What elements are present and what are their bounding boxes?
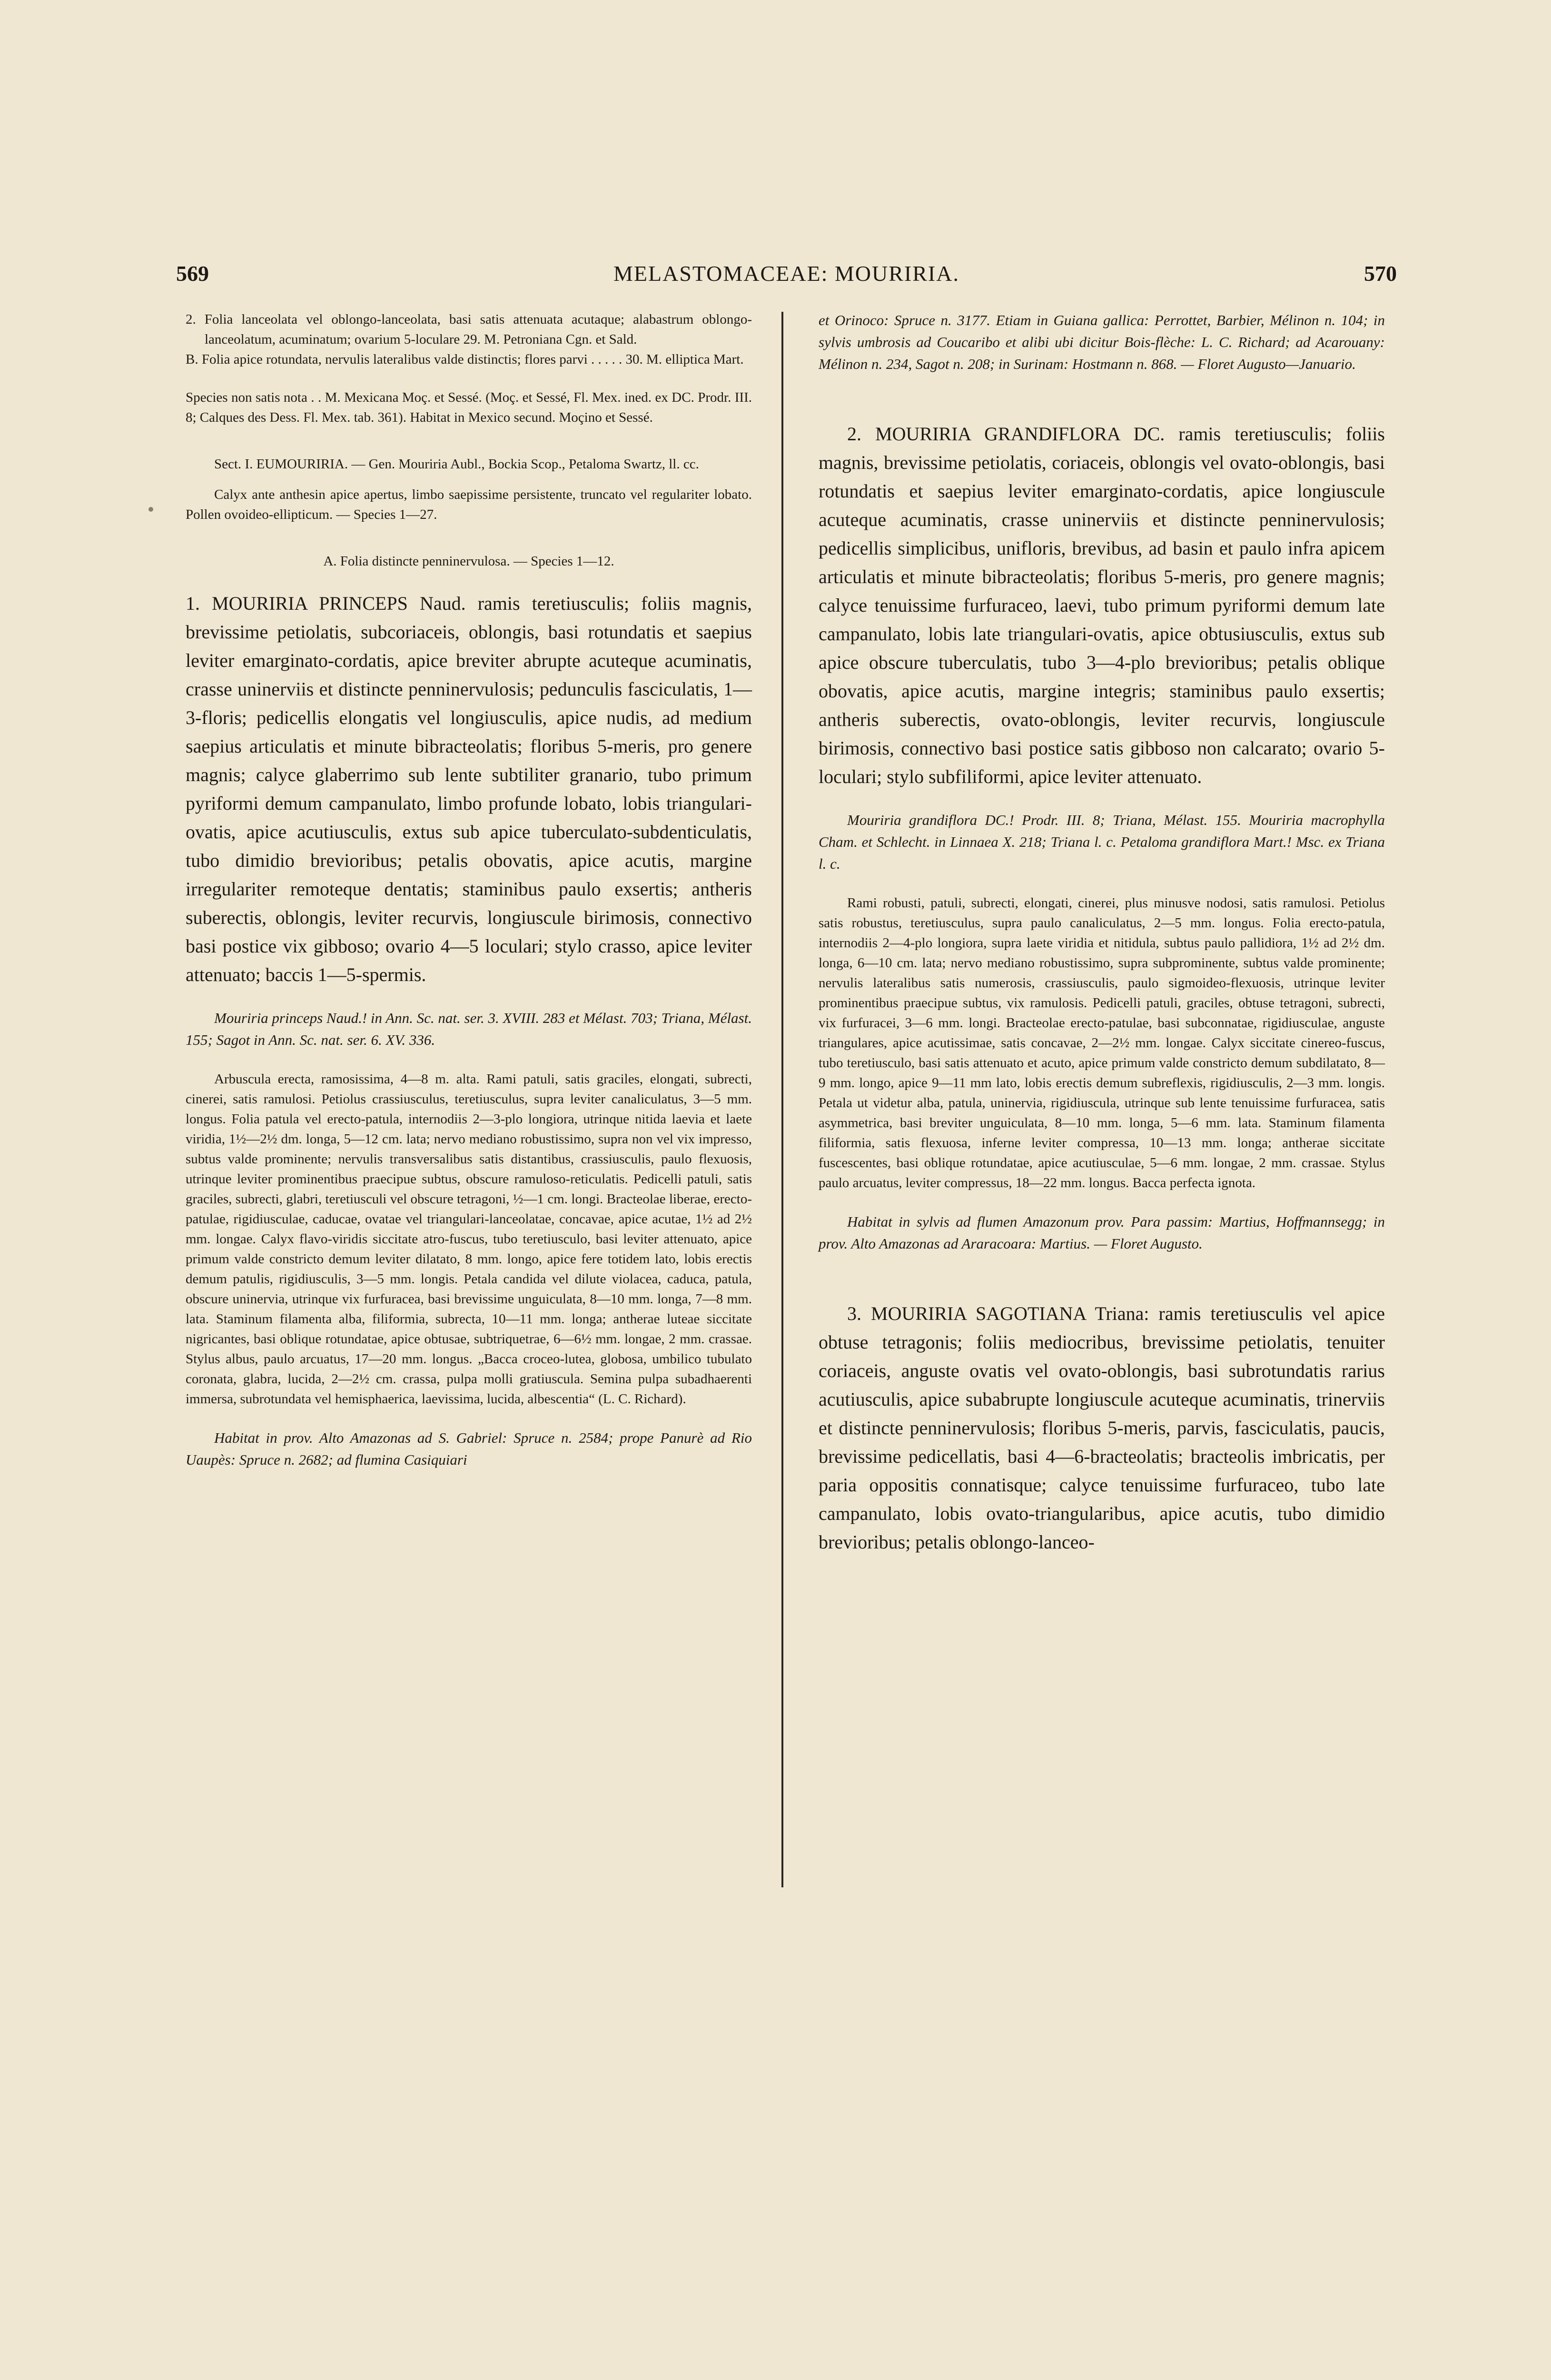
page-number-left: 569: [176, 261, 209, 286]
group-heading: A. Folia distincte penninervulosa. — Species 1—12.: [323, 554, 614, 569]
section-heading: Sect. I. EUMOURIRIA. — Gen. Mouriria Aubl., Bockia Scop., Petaloma Swartz, ll. cc.: [214, 456, 699, 472]
species-1-detail: Arbuscula erecta, ramosissima, 4—8 m. alta. Rami patuli, satis graciles, elongati, subrecti, cinerei, satis ramulosi. Petiolus crassiusculus, teretiusculus, supra leviter canaliculatus, 3—5 mm. longus. Folia patula vel erecto-patula, internodiis 2—3-plo longiora, utrinque nitida laevia et laete viridia, 1½—2½ dm. longa, 5—12 cm. lata; nervo mediano robustissimo, supra non vel vix impresso, subtus valde prominente; nervulis transversalibus satis distantibus, crassiusculis, paulo flexuosis, utrinque leviter prominentibus praecipue subtus, obscure ramuloso-reticulatis. Pedicelli patuli, satis graciles, subrecti, glabri, teretiusculi vel obscure tetragoni, ½—1 cm. longi. Bracteolae liberae, erecto-patulae, rigidiusculae, caducae, ovatae vel triangulari-lanceolatae, concavae, apice acutae, 1½ ad 2½ mm. longae. Calyx flavo-viridis siccitate atro-fuscus, tubo teretiusculo, basi leviter attenuato, apice primum valde constricto demum leviter dilatato, 8 mm. longo, apice fere totidem lato, lobis erectis demum patulis, rigidiusculis, 3—5 mm. longis. Petala candida vel dilute violacea, caduca, patula, obscure uninervia, utrinque vix furfuracea, basi brevissime unguiculata, 8—10 mm. longa, 7—8 mm. lata. Staminum filamenta alba, filiformia, subrecta, 10—11 mm. longa; antherae luteae siccitate nigricantes, basi oblique rotundatae, apice obtusae, subtriquetrae, 6—6½ mm. longae, 2 mm. crassae. Stylus albus, paulo arcuatus, 17—20 mm. longus. „Bacca croceo-lutea, globosa, umbilico tubulato coronata, glabra, lucida, 2—2½ cm. crassa, pulpa molli gratiuscula. Semina pulpa subadhaerenti immersa, subrotundata vel hemisphaerica, laevissima, lucida, albescentia“ (L. C. Richard).: [186, 1071, 752, 1407]
species-1-habitat: Habitat in prov. Alto Amazonas ad S. Gabriel: Spruce n. 2584; prope Panurè ad Rio Uaupès: Spruce n. 2682; ad flumina Casiquiari: [186, 1429, 752, 1468]
species-3-description: 3. MOURIRIA SAGOTIANA Triana: ramis teretiusculis vel apice obtuse tetragonis; foliis mediocribus, brevissime petiolatis, tenuiter coriaceis, anguste ovatis vel ovato-oblongis, basi subrotundatis rarius acutiusculis, apice subabrupte longiuscule acuteque acuminatis, trinerviis et distincte penninervulosis; floribus 5-meris, parvis, fasciculatis, paucis, brevissime pedicellatis, basi 4—6-bracteolatis; bracteolis imbricatis, per paria oppositis connatisque; calyce tenuissime furfuraceo, tubo late campanulato, lobis ovato-triangularibus, apice acutis, tubo dimidio brevioribus; petalis oblongo-lanceo-: [819, 1303, 1385, 1553]
page-number-right: 570: [1364, 261, 1397, 286]
species-incertae-block: Species non satis nota . . M. Mexicana Moç. et Sessé. (Moç. et Sessé, Fl. Mex. ined. ex DC. Prodr. III. 8; Calques des Dess. Fl. Mex. tab. 361). Habitat in Mexico secund. Moçino et Sessé.: [186, 390, 752, 425]
section-description: Calyx ante anthesin apice apertus, limbo saepissime persistente, truncato vel regulariter lobato. Pollen ovoideo-ellipticum. — Species 1—27.: [186, 487, 752, 522]
column-divider: [781, 312, 783, 1887]
species-1-habitat-continued: et Orinoco: Spruce n. 3177. Etiam in Guiana gallica: Perrottet, Barbier, Mélinon n. 104; in sylvis umbrosis ad Coucaribo et alibi ubi dicitur Bois-flèche: L. C. Richard; ad Acarouany: Mélinon n. 234, Sagot n. 208; in Surinam: Hostmann n. 868. — Floret Augusto—Januario.: [819, 312, 1385, 372]
key-entry-2: 2. Folia lanceolata vel oblongo-lanceolata, basi satis attenuata acutaque; alabastrum oblongo-lanceolatum, acuminatum; ovarium 5-loculare 29. M. Petroniana Cgn. et Sald.: [186, 312, 752, 347]
species-2-synonymy: Mouriria grandiflora DC.! Prodr. III. 8; Triana, Mélast. 155. Mouriria macrophylla Cham. et Schlecht. in Linnaea X. 218; Triana l. c. Petaloma grandiflora Mart.! Msc. ex Triana l. c.: [819, 812, 1385, 872]
right-column: [819, 309, 1385, 1557]
species-2-detail: Rami robusti, patuli, subrecti, elongati, cinerei, plus minusve nodosi, satis ramulosi. Petiolus satis robustus, teretiusculus, supra paulo canaliculatus, 2—5 mm. longus. Folia erecto-patula, internodiis 2—4-plo longiora, supra laete viridia et nitidula, subtus paulo pallidiora, 1½ ad 2½ dm. longa, 6—10 cm. lata; nervo mediano robustissimo, supra subprominente, subtus valde prominente; nervulis lateralibus satis numerosis, crassiusculis, paulo sigmoideo-flexuosis, utrinque leviter prominentibus praecipue subtus, vix ramulosis. Pedicelli patuli, graciles, obtuse tetragoni, subrecti, vix furfuracei, 3—6 mm. longi. Bracteolae erecto-patulae, basi subconnatae, rigidiusculae, anguste triangulares, apice acutissimae, satis concavae, 2—2½ mm. longae. Calyx siccitate cinereo-fuscus, tubo teretiusculo, basi satis attenuato et acuto, apice primum valde constricto demum subdilatato, 8—9 mm. longo, apice 9—11 mm lato, lobis erectis demum subreflexis, rigidiusculis, 2—3 mm. longis. Petala ut videtur alba, patula, uninervia, rigidiuscula, utrinque sub lente tenuissime furfuracea, satis asymmetrica, basi breviter unguiculata, 8—10 mm. longa, 5—6 mm. lata. Staminum filamenta filiformia, satis flexuosa, inferne leviter compressa, 10—13 mm. longa; antherae siccitate fuscescentes, basi oblique rotundatae, apice acutiusculae, 5—6 mm. longae, 2 mm. crassae. Stylus paulo arcuatus, leviter compressus, 18—22 mm. longus. Bacca perfecta ignota.: [819, 895, 1385, 1190]
left-column: [186, 309, 752, 1471]
species-2-description: 2. MOURIRIA GRANDIFLORA DC. ramis teretiusculis; foliis magnis, brevissime petiolatis, coriaceis, oblongis vel ovato-oblongis, basi rotundatis et saepius leviter emarginato-cordatis, apice longiuscule acuteque acuminatis, crasse uninerviis et distincte penninervulosis; pedicellis simplicibus, unifloris, brevibus, ad basin et paulo infra apicem articulatis et minute bibracteolatis; floribus 5-meris, pro genere magnis; calyce tenuissime furfuraceo, laevi, tubo primum pyriformi demum late campanulato, lobis late triangulari-ovatis, apice obtusiusculis, extus sub apice obscure tuberculatis, tubo 3—4-plo brevioribus; petalis oblique obovatis, apice acutis, margine integris; staminibus paulo exsertis; antheris suberectis, ovato-oblongis, leviter recurvis, longiuscule birimosis, connectivo basi postice satis gibboso non calcarato; ovario 5-loculari; stylo subfiliformi, apice leviter attenuato.: [819, 423, 1385, 787]
margin-dot-icon: [148, 507, 153, 512]
running-head: [176, 261, 1397, 299]
key-entry-b: B. Folia apice rotundata, nervulis lateralibus valde distinctis; flores parvi . . . . . 30. M. elliptica Mart.: [186, 352, 744, 367]
species-2-habitat: Habitat in sylvis ad flumen Amazonum prov. Para passim: Martius, Hoffmannsegg; in prov. Alto Amazonas ad Araracoara: Martius. — Floret Augusto.: [819, 1213, 1385, 1252]
species-1-synonymy: Mouriria princeps Naud.! in Ann. Sc. nat. ser. 3. XVIII. 283 et Mélast. 703; Triana, Mélast. 155; Sagot in Ann. Sc. nat. ser. 6. XV. 336.: [186, 1010, 752, 1048]
running-title: MELASTOMACEAE: MOURIRIA.: [613, 261, 959, 286]
species-1-description: 1. MOURIRIA PRINCEPS Naud. ramis teretiusculis; foliis magnis, brevissime petiolatis, subcoriaceis, oblongis, basi rotundatis et saepius leviter emarginato-cordatis, apice breviter abrupte acuteque acuminatis, crasse uninerviis et distincte penninervulosis; pedunculis fasciculatis, 1—3-floris; pedicellis elongatis vel longiusculis, apice nudis, ad medium saepius articulatis et minute bibracteolatis; floribus 5-meris, pro genere magnis; calyce glaberrimo sub lente subtiliter granario, tubo primum pyriformi demum campanulato, limbo profunde lobato, lobis triangulari-ovatis, apice acutiusculis, extus sub apice tuberculato-subdenticulatis, tubo dimidio brevioribus; petalis obovatis, apice acutis, margine irregulariter remoteque dentatis; staminibus paulo exsertis; antheris suberectis, oblongis, leviter recurvis, longiuscule birimosis, connectivo basi postice vix gibboso; ovario 4—5 loculari; stylo crasso, apice leviter attenuato; baccis 1—5-spermis.: [186, 593, 752, 985]
